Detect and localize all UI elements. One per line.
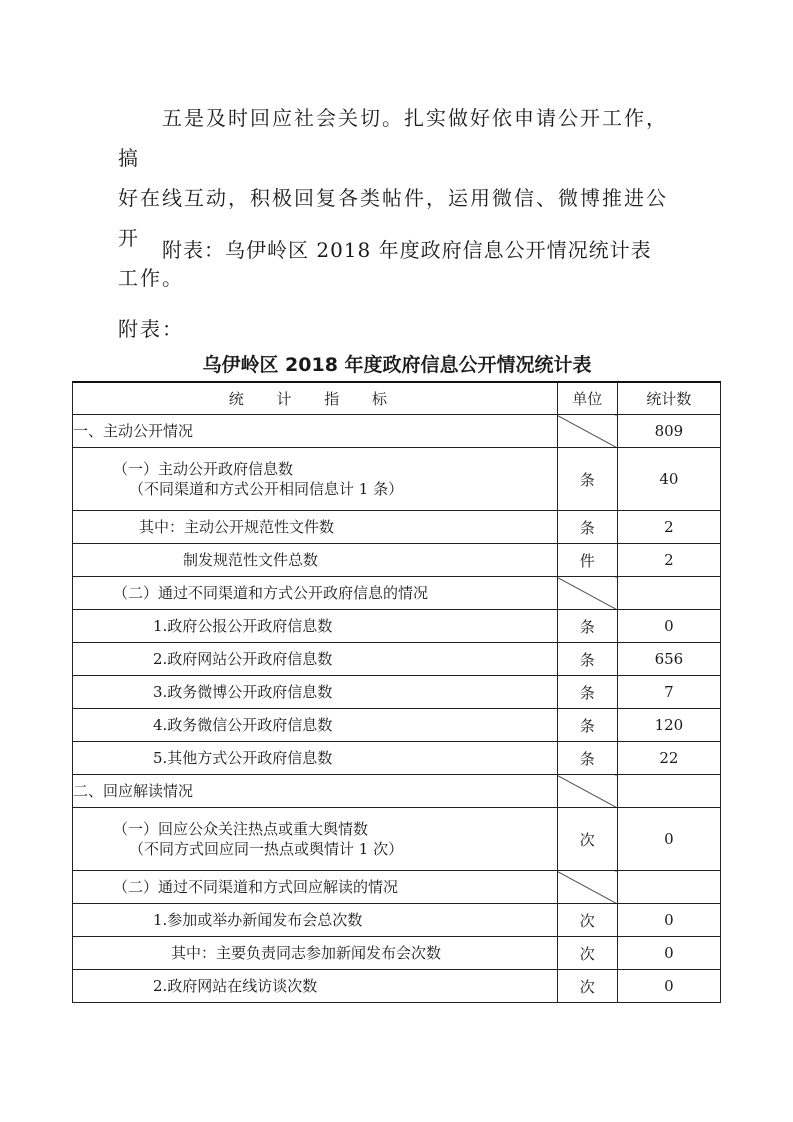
row-unit: 条 <box>557 448 617 511</box>
table-row <box>73 970 721 1003</box>
table-row <box>73 742 721 775</box>
row-indicator: 一、主动公开情况 <box>73 415 558 448</box>
table-title: 乌伊岭区 2018 年度政府信息公开情况统计表 <box>202 354 592 376</box>
row-count: 0 <box>617 808 720 871</box>
row-count: 2 <box>617 544 720 577</box>
header-count: 统计数 <box>617 382 720 415</box>
table-header-row <box>73 382 721 415</box>
table-row <box>73 775 721 808</box>
row-unit-empty <box>557 577 617 610</box>
row-indicator: （二）通过不同渠道和方式公开政府信息的情况 <box>73 577 558 610</box>
row-unit: 件 <box>557 544 617 577</box>
row-count: 40 <box>617 448 720 511</box>
row-unit-empty <box>557 415 617 448</box>
row-indicator-main: （一）主动公开政府信息数 <box>113 460 294 478</box>
intro-line-2: 好在线互动，积极回复各类帖件，运用微信、微博推进公开 <box>118 186 668 250</box>
row-indicator: 1.参加或举办新闻发布会总次数 <box>73 904 558 937</box>
header-indicator: 统 计 指 标 <box>73 382 558 415</box>
row-unit: 次 <box>557 808 617 871</box>
row-indicator: （二）通过不同渠道和方式回应解读的情况 <box>73 871 558 904</box>
row-unit-empty <box>557 775 617 808</box>
row-count: 809 <box>617 415 720 448</box>
intro-paragraph <box>118 98 678 298</box>
table-row <box>73 610 721 643</box>
intro-line-1: 五是及时回应社会关切。扎实做好依申请公开工作，搞 <box>118 106 668 170</box>
row-indicator <box>73 808 558 871</box>
row-indicator: 4.政务微信公开政府信息数 <box>73 709 558 742</box>
row-count: 0 <box>617 610 720 643</box>
header-unit: 单位 <box>557 382 617 415</box>
row-count: 0 <box>617 937 720 970</box>
row-count: 22 <box>617 742 720 775</box>
table-row <box>73 448 721 511</box>
row-unit: 条 <box>557 676 617 709</box>
row-unit-empty <box>557 871 617 904</box>
row-indicator-note: （不同方式回应同一热点或舆情计 1 次） <box>129 840 404 858</box>
row-count: 656 <box>617 643 720 676</box>
table-row <box>73 871 721 904</box>
row-unit: 条 <box>557 610 617 643</box>
row-indicator: 制发规范性文件总数 <box>73 544 558 577</box>
row-indicator-main: （一）回应公众关注热点或重大舆情数 <box>113 820 369 838</box>
table-row <box>73 808 721 871</box>
row-indicator <box>73 448 558 511</box>
table-row <box>73 544 721 577</box>
row-indicator: 1.政府公报公开政府信息数 <box>73 610 558 643</box>
table-row <box>73 904 721 937</box>
table-row <box>73 937 721 970</box>
row-count: 2 <box>617 511 720 544</box>
table-row <box>73 643 721 676</box>
row-count <box>617 775 720 808</box>
row-count: 120 <box>617 709 720 742</box>
row-count <box>617 577 720 610</box>
row-unit: 次 <box>557 937 617 970</box>
row-unit: 条 <box>557 742 617 775</box>
table-row <box>73 709 721 742</box>
row-indicator: 二、回应解读情况 <box>73 775 558 808</box>
attachment-caption: 附表：乌伊岭区 2018 年度政府信息公开情况统计表 <box>162 238 652 262</box>
row-unit: 条 <box>557 511 617 544</box>
row-indicator: 2.政府网站公开政府信息数 <box>73 643 558 676</box>
row-indicator: 其中：主动公开规范性文件数 <box>73 511 558 544</box>
row-indicator: 其中：主要负责同志参加新闻发布会次数 <box>73 937 558 970</box>
table-row <box>73 676 721 709</box>
row-count: 0 <box>617 904 720 937</box>
statistics-table <box>72 381 721 1003</box>
row-unit: 条 <box>557 709 617 742</box>
row-indicator: 3.政务微博公开政府信息数 <box>73 676 558 709</box>
table-row <box>73 511 721 544</box>
row-count: 7 <box>617 676 720 709</box>
row-indicator: 5.其他方式公开政府信息数 <box>73 742 558 775</box>
row-unit: 次 <box>557 904 617 937</box>
table-row <box>73 577 721 610</box>
row-indicator: 2.政府网站在线访谈次数 <box>73 970 558 1003</box>
intro-line-3: 工作。 <box>118 266 184 290</box>
row-count <box>617 871 720 904</box>
row-unit: 次 <box>557 970 617 1003</box>
row-unit: 条 <box>557 643 617 676</box>
table-row <box>73 415 721 448</box>
row-count: 0 <box>617 970 720 1003</box>
row-indicator-note: （不同渠道和方式公开相同信息计 1 条） <box>129 480 404 498</box>
attachment-label: 附表： <box>118 317 184 341</box>
